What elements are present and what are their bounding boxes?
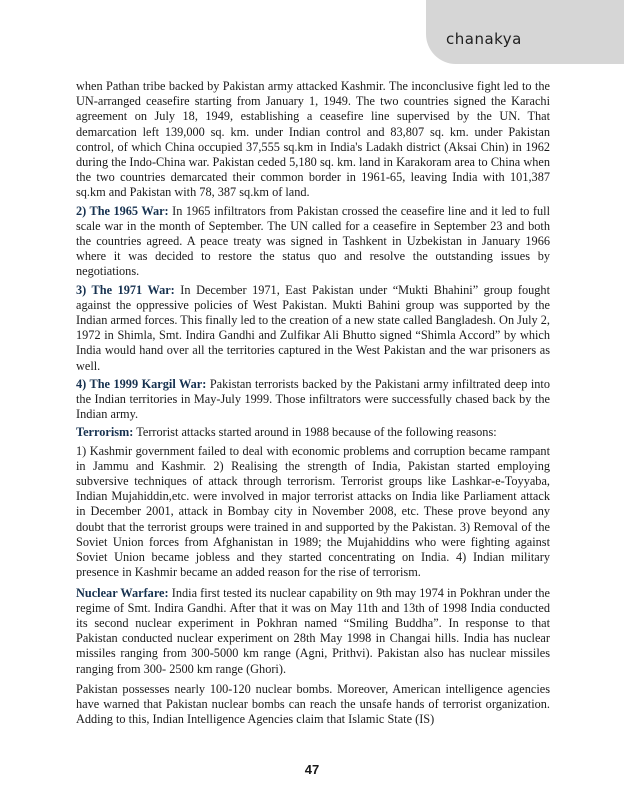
paragraph-1971-war bbox=[76, 283, 550, 374]
paragraph-nuclear-bombs bbox=[76, 682, 550, 728]
paragraph-text: In December 1971, East Pakistan under “Mukti Bhahini” group fought against the oppressive policies of West Pakistan. Mukti Bahini group was supported by the Indian armed forces. This finally led to the creation of a new state called Bangladesh. On July 2, 1972 in Shimla, Smt. Indira Gandhi and Zulfikar Ali Bhutto signed “Shimla Accord” by which India would hand over all the territories captured in the West Pakistan and the war prisoners as well. bbox=[76, 282, 550, 373]
paragraph-1999-kargil-war bbox=[76, 377, 550, 423]
page-body bbox=[76, 79, 550, 730]
paragraph-heading: 4) The 1999 Kargil War: bbox=[76, 376, 207, 391]
paragraph-terrorism bbox=[76, 425, 550, 440]
paragraph-text: Terrorist attacks started around in 1988 because of the following reasons: bbox=[133, 425, 497, 440]
brand-logo: chanakya bbox=[446, 30, 522, 48]
paragraph-nuclear-warfare bbox=[76, 586, 550, 677]
paragraph-heading: 2) The 1965 War: bbox=[76, 203, 169, 218]
paragraph-heading: Nuclear Warfare: bbox=[76, 585, 169, 600]
paragraph-text: Pakistan possesses nearly 100-120 nuclear bombs. Moreover, American intelligence agencies have warned that Pakistan nuclear bombs can reach the unsafe hands of terrorist organization. Adding to this, Indian Intelligence Agencies claim that Islamic State (IS) bbox=[76, 681, 550, 727]
paragraph-heading: 3) The 1971 War: bbox=[76, 282, 175, 297]
paragraph-text: In 1965 infiltrators from Pakistan crossed the ceasefire line and it led to full scale war in the month of September. The UN called for a ceasefire in September 23 and both the countries agreed. A peace treaty was signed in Tashkent in Uzbekistan in January 1966 where it was decided to restore the status quo and resolve the outstanding issues by negotiations. bbox=[76, 203, 550, 279]
paragraph-text: India first tested its nuclear capability on 9th may 1974 in Pokhran under the regime of Smt. Indira Gandhi. After that it was on May 11th and 13th of 1998 India conducted its second nuclear experiment in Pokhran named “Smiling Buddha”. In response to that Pakistan conducted nuclear experiment on 28th May 1998 in Changai hills. India has nuclear missiles ranging from 300-5000 km range (Agni, Prithvi). Pakistan also has nuclear missiles ranging from 300- 2500 km range (Ghori). bbox=[76, 585, 551, 676]
paragraph-1965-war bbox=[76, 204, 550, 280]
paragraph-text: when Pathan tribe backed by Pakistan army attacked Kashmir. The inconclusive fight led to the UN-arranged ceasefire starting from January 1, 1949. The two countries signed the Karachi agreement on July 18, 1949, establishing a ceasefire line supervised by the UN. That demarcation left 139,000 sq. km. under Indian control and 83,807 sq. km. under Pakistan control, of which China occupied 37,555 sq.km in India's Ladakh district (Aksai Chin) in 1962 during the Indo-China war. Pakistan ceded 5,180 sq. km. land in Karakoram area to China when the two countries demarcated their common border in 1961-65, leaving India with 101,387 sq.km and Pakistan with 78, 387 sq.km of land. bbox=[76, 79, 550, 200]
paragraph-text: 1) Kashmir government failed to deal with economic problems and corruption became rampant in Jammu and Kashmir. 2) Realising the strength of India, Pakistan started employing subversive techniques of attack through terrorism. Terrorist groups like Lashkar-e-Toyyaba, Indian Mujahiddin,etc. were involved in major terrorist attacks on India like Parliament attack in December 2001, attack in Bombay city in November 2008, etc. These prove beyond any doubt that the terrorist groups were trained in and supported by the Pakistan. 3) Removal of the Soviet Union forces from Afghanistan in 1989; the Mujahiddins who were fighting against Soviet Union became jobless and they started concentrating on India. 4) Indian military presence in Kashmir became an added reason for the rise of terrorism. bbox=[76, 443, 550, 580]
paragraph-kashmir-1947 bbox=[76, 79, 550, 201]
paragraph-heading: Terrorism: bbox=[76, 425, 134, 440]
paragraph-text: Pakistan terrorists backed by the Pakistani army infiltrated deep into the Indian territories in May-July 1999. Those infiltrators were successfully chased back by the Indian army. bbox=[76, 376, 550, 422]
paragraph-terrorism-reasons bbox=[76, 444, 550, 581]
page-number: 47 bbox=[304, 762, 320, 777]
